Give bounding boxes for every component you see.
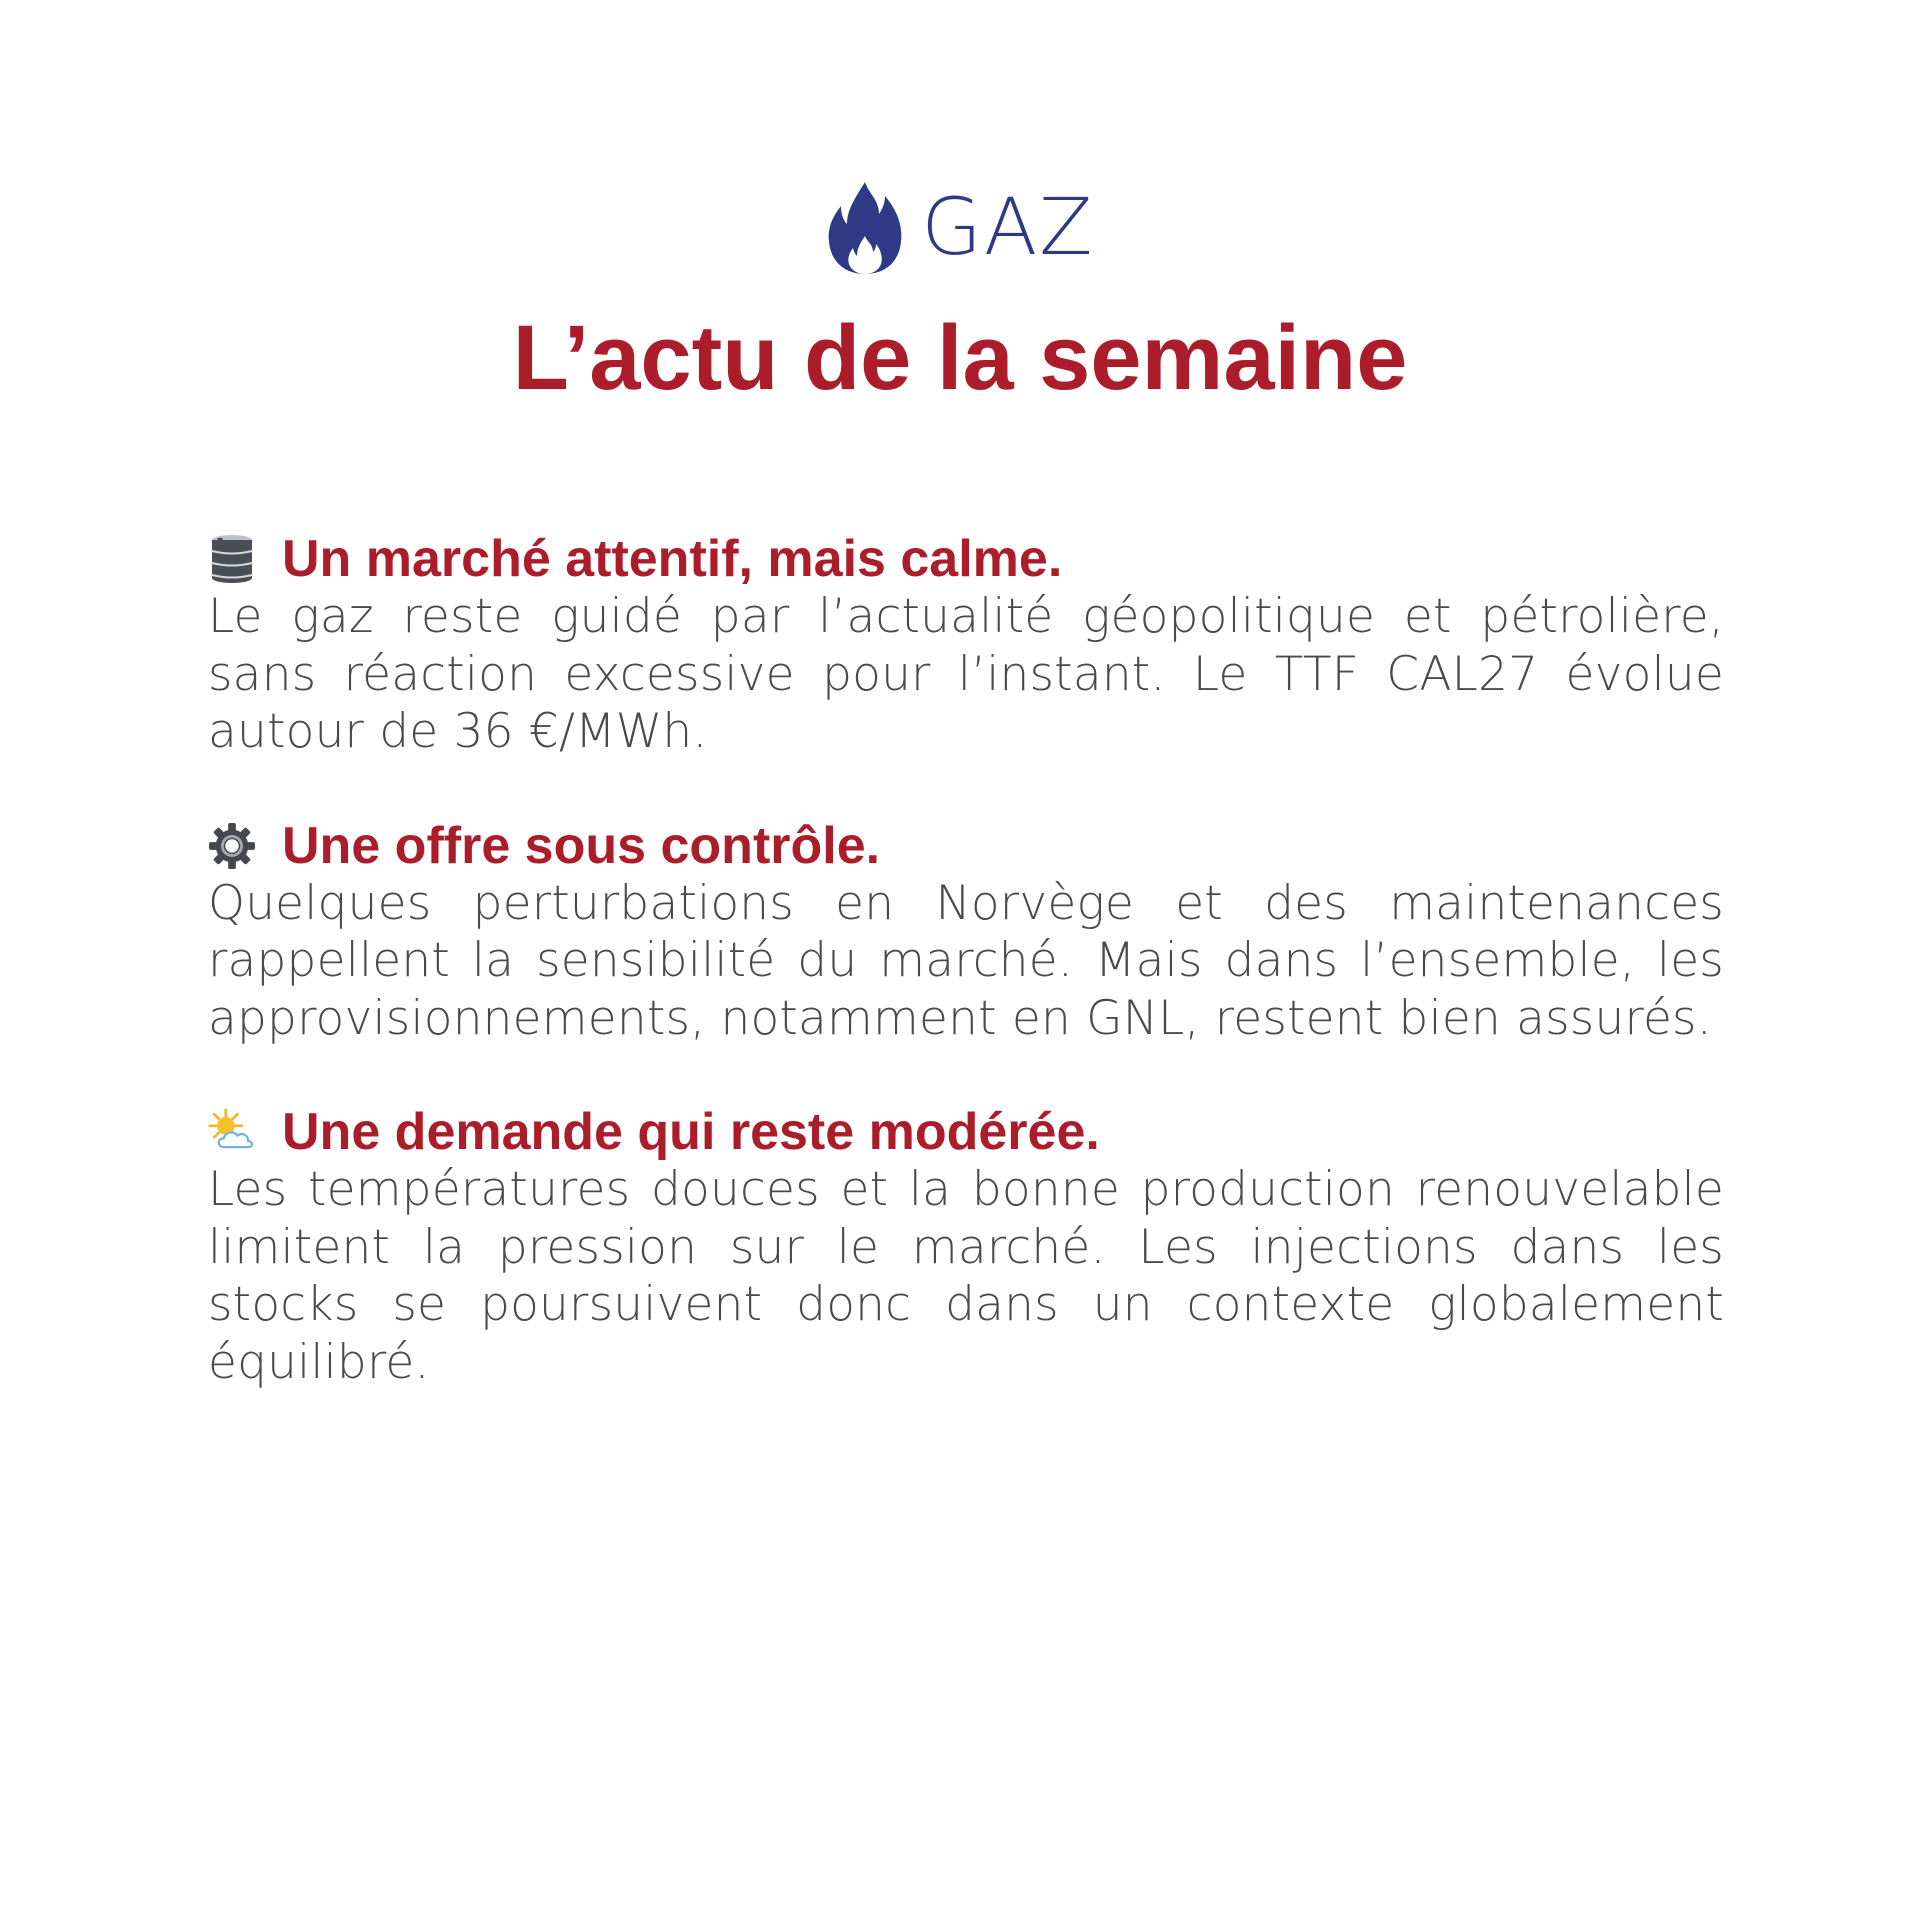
news-content [208,530,1724,1447]
gear-icon [208,820,256,872]
section-title: Un marché attentif, mais calme. [282,530,1063,588]
section-body: Quelques perturbations en Norvège et des maintenances rappellent la sensibilité du marché. Mais dans l’ensemble, les approvisionnements, notamment en GNL, restent bien assurés. [208,875,1724,1046]
category-label: GAZ [921,183,1095,273]
category-badge [825,178,1094,278]
section-title: Une offre sous contrôle. [282,816,881,875]
section-heading [208,817,1724,875]
sun-behind-cloud-icon [208,1106,256,1158]
news-section-market [208,530,1724,761]
flame-icon [825,180,905,276]
section-heading [208,530,1724,588]
section-body: Le gaz reste guidé par l’actualité géopolitique et pétrolière, sans réaction excessive pour l’instant. Le TTF CAL27 évolue autour de 36 €/MWh. [208,589,1724,759]
page-title: L’actu de la semaine [512,307,1408,409]
oil-barrel-icon [208,533,256,585]
news-section-demand [208,1103,1724,1391]
news-section-supply [208,817,1724,1048]
section-body: Les températures douces et la bonne production renouvelable limitent la pression sur le marché. Les injections dans les stocks se poursuivent donc dans un contexte globalement équilibré. [208,1162,1724,1390]
section-heading [208,1103,1724,1161]
section-title: Une demande qui reste modérée. [282,1103,1100,1161]
category-header [0,178,1920,281]
